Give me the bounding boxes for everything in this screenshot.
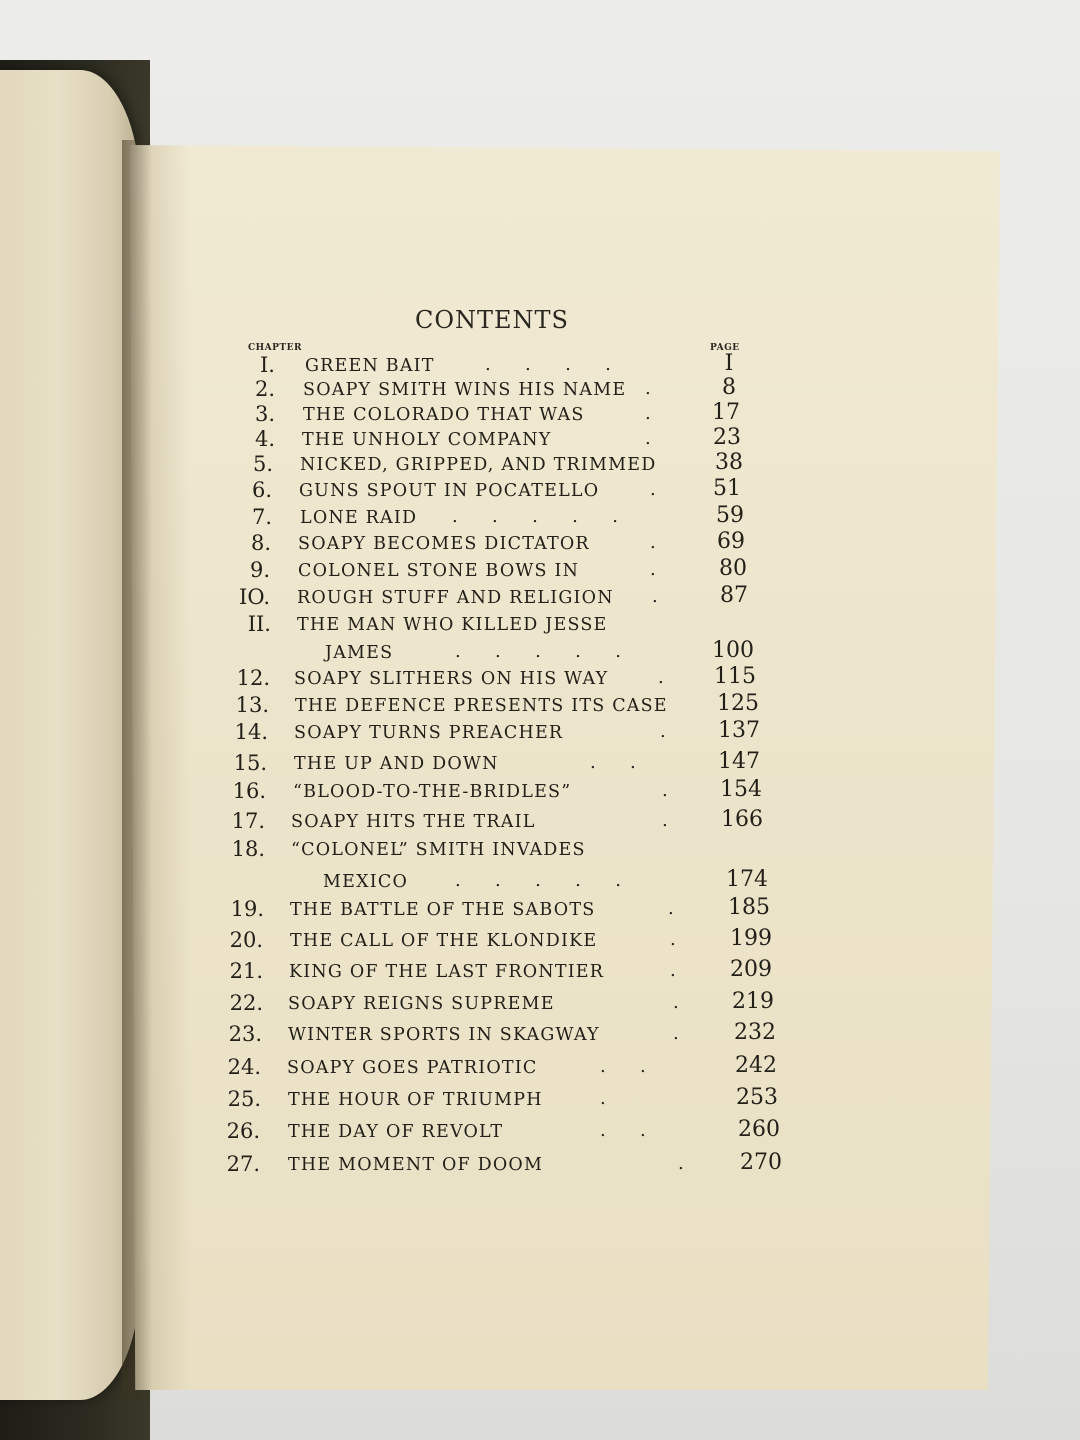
page-number: 80 [719,556,747,581]
page-number: 59 [716,503,744,528]
chapter-title: KING OF THE LAST FRONTIER [289,962,605,982]
chapter-title: THE DAY OF REVOLT [288,1122,504,1142]
chapter-title: MEXICO [323,872,409,892]
chapter-title: GUNS SPOUT IN POCATELLO [299,481,600,501]
leader-dots: . [650,479,656,500]
leader-dots: . [670,960,676,981]
chapter-title: SOAPY TURNS PREACHER [294,723,564,743]
page-number: 232 [734,1020,776,1045]
chapter-title: WINTER SPORTS IN SKAGWAY [288,1025,600,1045]
leader-dots: . [678,1153,684,1174]
page-number: 51 [713,476,741,501]
leader-dots: . . [590,752,636,773]
page-number: 174 [726,867,768,892]
page-number: I [724,351,734,376]
chapter-title: SOAPY SMITH WINS HIS NAME [303,380,627,400]
page-number: 219 [732,989,774,1014]
chapter-number: I. [260,353,275,377]
chapter-number: II. [247,612,271,636]
page-number: 23 [713,425,741,450]
chapter-number: 12. [236,666,270,690]
chapter-number: 21. [229,959,263,983]
page-number: 253 [736,1085,778,1110]
leader-dots: . [662,810,668,831]
chapter-number: 15. [233,751,267,775]
chapter-title: SOAPY SLITHERS ON HIS WAY [294,669,609,689]
chapter-number: 16. [232,779,266,803]
page-number: 115 [714,664,756,689]
chapter-title: THE DEFENCE PRESENTS ITS CASE [295,696,668,716]
chapter-number: 20. [229,928,263,952]
page-number: 69 [717,529,745,554]
chapter-number: IO. [239,585,270,609]
chapter-column-header: CHAPTER [248,343,302,353]
leader-dots: . [660,721,666,742]
page-number: 17 [712,400,740,425]
chapter-title: SOAPY REIGNS SUPREME [288,994,555,1014]
chapter-number: 25. [227,1087,261,1111]
page-number: 166 [721,807,763,832]
leader-dots: . [645,378,651,399]
chapter-number: 18. [231,837,265,861]
chapter-number: 2. [254,377,275,401]
chapter-title: SOAPY BECOMES DICTATOR [298,534,590,554]
chapter-title: THE UNHOLY COMPANY [302,430,552,450]
chapter-number: 6. [251,478,272,502]
page-number: 87 [720,583,748,608]
page-number: 199 [730,926,772,951]
page-number: 209 [730,957,772,982]
leader-dots: . [673,992,679,1013]
leader-dots: . [668,898,674,919]
page-number: 242 [735,1053,777,1078]
chapter-title: THE BATTLE OF THE SABOTS [290,900,596,920]
leader-dots: . [658,667,664,688]
chapter-number: 9. [249,558,270,582]
chapter-title: “COLONEL” SMITH INVADES [291,840,586,860]
page-number: 154 [720,777,762,802]
chapter-number: 7. [251,505,272,529]
chapter-number: 8. [250,531,271,555]
chapter-number: 23. [228,1022,262,1046]
page-number: 137 [718,718,760,743]
chapter-number: 24. [227,1055,261,1079]
chapter-title: THE MOMENT OF DOOM [288,1155,544,1175]
leader-dots: . [650,559,656,580]
leader-dots: . [673,1023,679,1044]
chapter-number: 13. [235,693,269,717]
left-page [0,70,140,1400]
chapter-number: 3. [254,402,275,426]
page-number: 147 [718,749,760,774]
page-column-header: PAGE [710,343,740,353]
chapter-title: COLONEL STONE BOWS IN [298,561,580,581]
chapter-number: 4. [254,427,275,451]
chapter-number: 17. [231,809,265,833]
leader-dots: . [670,929,676,950]
leader-dots: . [650,532,656,553]
leader-dots: . [600,1088,606,1109]
leader-dots: . . . . [485,354,611,375]
page-number: 100 [712,638,754,663]
chapter-title: SOAPY GOES PATRIOTIC [287,1058,538,1078]
chapter-number: 22. [229,991,263,1015]
leader-dots: . . [600,1056,646,1077]
leader-dots: . . . . . [455,870,621,891]
page-number: 125 [717,691,759,716]
page-number: 38 [715,450,743,475]
chapter-title: THE UP AND DOWN [294,754,499,774]
chapter-number: 5. [252,452,273,476]
chapter-title: LONE RAID [300,508,418,528]
leader-dots: . . . . . [452,506,618,527]
chapter-title: “BLOOD-TO-THE-BRIDLES” [293,782,572,802]
chapter-number: 19. [230,897,264,921]
chapter-title: JAMES [325,643,394,663]
chapter-title: GREEN BAIT [305,356,435,376]
leader-dots: . [662,780,668,801]
leader-dots: . [652,586,658,607]
page-number: 185 [728,895,770,920]
page-number: 270 [740,1150,782,1175]
leader-dots: . . . . . [455,641,621,662]
chapter-number: 14. [234,720,268,744]
leader-dots: . [645,428,651,449]
chapter-title: THE MAN WHO KILLED JESSE [297,615,608,635]
leader-dots: . [645,403,651,424]
chapter-title: NICKED, GRIPPED, AND TRIMMED [300,455,657,475]
chapter-title: THE CALL OF THE KLONDIKE [290,931,598,951]
leader-dots: . . [600,1120,646,1141]
chapter-number: 26. [226,1119,260,1143]
chapter-title: ROUGH STUFF AND RELIGION [297,588,614,608]
contents-heading: CONTENTS [414,306,569,334]
page-number: 8 [722,375,736,400]
page-number: 260 [738,1117,780,1142]
chapter-title: THE COLORADO THAT WAS [303,405,585,425]
chapter-number: 27. [226,1152,260,1176]
chapter-title: SOAPY HITS THE TRAIL [291,812,536,832]
page-gutter-shadow [122,140,152,1400]
chapter-title: THE HOUR OF TRIUMPH [288,1090,543,1110]
